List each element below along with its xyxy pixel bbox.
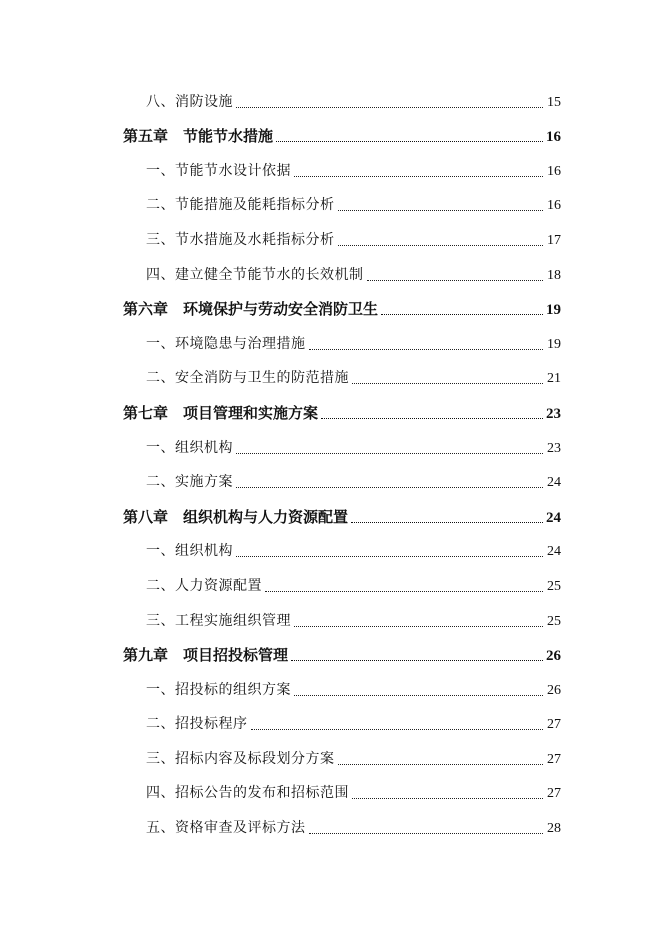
- toc-dot-leader: [236, 453, 543, 454]
- toc-dot-leader: [265, 591, 543, 592]
- toc-dot-leader: [338, 245, 544, 246]
- toc-dot-leader: [352, 798, 543, 799]
- toc-dot-leader: [352, 383, 543, 384]
- toc-page-number: 27: [547, 786, 561, 802]
- toc-dot-leader: [321, 418, 543, 419]
- toc-page-number: 24: [547, 475, 561, 491]
- toc-page-number: 17: [547, 232, 561, 248]
- toc-entry-title: 二、人力资源配置: [146, 577, 262, 594]
- toc-dot-leader: [276, 141, 543, 142]
- toc-section-entry[interactable]: [0, 670, 662, 705]
- toc-page-number: 16: [547, 163, 561, 179]
- toc-entry-title: 五、资格审查及评标方法: [146, 820, 306, 837]
- toc-page-number: 26: [547, 682, 561, 698]
- toc-page-number: 24: [546, 509, 561, 526]
- toc-entry-title: 第五章 节能节水措施: [123, 127, 274, 146]
- toc-section-entry[interactable]: [0, 739, 662, 774]
- toc-section-entry[interactable]: [0, 82, 662, 117]
- toc-entry-title: 第九章 项目招投标管理: [123, 646, 289, 665]
- toc-entry-title: 一、招投标的组织方案: [146, 681, 291, 698]
- toc-page-number: 27: [547, 751, 561, 767]
- toc-section-entry[interactable]: [0, 532, 662, 567]
- toc-dot-leader: [381, 314, 543, 315]
- toc-section-entry[interactable]: [0, 601, 662, 636]
- toc-page-number: 16: [546, 129, 561, 146]
- toc-section-entry[interactable]: [0, 359, 662, 394]
- toc-chapter-entry[interactable]: [0, 117, 662, 152]
- toc-page-number: 24: [547, 544, 561, 560]
- toc-section-entry[interactable]: [0, 808, 662, 843]
- toc-page-number: 23: [547, 440, 561, 456]
- toc-entry-title: 二、实施方案: [146, 474, 233, 491]
- toc-dot-leader: [309, 349, 544, 350]
- toc-dot-leader: [294, 695, 543, 696]
- toc-entry-title: 第七章 项目管理和实施方案: [123, 403, 319, 422]
- toc-entry-title: 四、招标公告的发布和招标范围: [146, 785, 349, 802]
- toc-page-number: 19: [547, 336, 561, 352]
- toc-entry-title: 二、招投标程序: [146, 716, 248, 733]
- toc-dot-leader: [294, 626, 543, 627]
- toc-section-entry[interactable]: [0, 428, 662, 463]
- toc-page-number: 21: [547, 371, 561, 387]
- toc-entry-title: 一、组织机构: [146, 439, 233, 456]
- toc-page-number: 23: [546, 405, 561, 422]
- toc-section-entry[interactable]: [0, 324, 662, 359]
- toc-page-number: 16: [547, 198, 561, 214]
- toc-entry-title: 第六章 环境保护与劳动安全消防卫生: [123, 300, 379, 319]
- toc-entry-title: 一、组织机构: [146, 543, 233, 560]
- toc-dot-leader: [251, 729, 544, 730]
- toc-dot-leader: [294, 176, 543, 177]
- toc-page-number: 27: [547, 717, 561, 733]
- toc-dot-leader: [309, 833, 544, 834]
- toc-entry-title: 第八章 组织机构与人力资源配置: [123, 507, 349, 526]
- toc-page-number: 26: [546, 648, 561, 665]
- toc-page-number: 19: [546, 302, 561, 319]
- toc-entry-title: 八、消防设施: [146, 93, 233, 110]
- table-of-contents: [0, 82, 662, 843]
- toc-section-entry[interactable]: [0, 463, 662, 498]
- toc-dot-leader: [338, 764, 544, 765]
- toc-entry-title: 一、节能节水设计依据: [146, 162, 291, 179]
- toc-section-entry[interactable]: [0, 255, 662, 290]
- toc-entry-title: 三、节水措施及水耗指标分析: [146, 231, 335, 248]
- toc-dot-leader: [367, 280, 544, 281]
- toc-chapter-entry[interactable]: [0, 393, 662, 428]
- toc-dot-leader: [351, 522, 543, 523]
- toc-section-entry[interactable]: [0, 220, 662, 255]
- toc-page-number: 18: [547, 267, 561, 283]
- toc-dot-leader: [236, 107, 543, 108]
- toc-section-entry[interactable]: [0, 566, 662, 601]
- toc-section-entry[interactable]: [0, 705, 662, 740]
- toc-chapter-entry[interactable]: [0, 290, 662, 325]
- toc-dot-leader: [338, 210, 544, 211]
- toc-page-number: 28: [547, 821, 561, 837]
- toc-entry-title: 三、招标内容及标段划分方案: [146, 750, 335, 767]
- toc-section-entry[interactable]: [0, 186, 662, 221]
- toc-page-number: 25: [547, 613, 561, 629]
- toc-section-entry[interactable]: [0, 774, 662, 809]
- toc-entry-title: 三、工程实施组织管理: [146, 612, 291, 629]
- toc-dot-leader: [236, 556, 543, 557]
- toc-chapter-entry[interactable]: [0, 497, 662, 532]
- toc-chapter-entry[interactable]: [0, 636, 662, 671]
- toc-entry-title: 二、节能措施及能耗指标分析: [146, 197, 335, 214]
- toc-dot-leader: [291, 660, 543, 661]
- toc-page-number: 25: [547, 578, 561, 594]
- toc-entry-title: 四、建立健全节能节水的长效机制: [146, 266, 364, 283]
- toc-page-number: 15: [547, 94, 561, 110]
- toc-entry-title: 一、环境隐患与治理措施: [146, 335, 306, 352]
- toc-section-entry[interactable]: [0, 151, 662, 186]
- toc-dot-leader: [236, 487, 543, 488]
- toc-entry-title: 二、安全消防与卫生的防范措施: [146, 370, 349, 387]
